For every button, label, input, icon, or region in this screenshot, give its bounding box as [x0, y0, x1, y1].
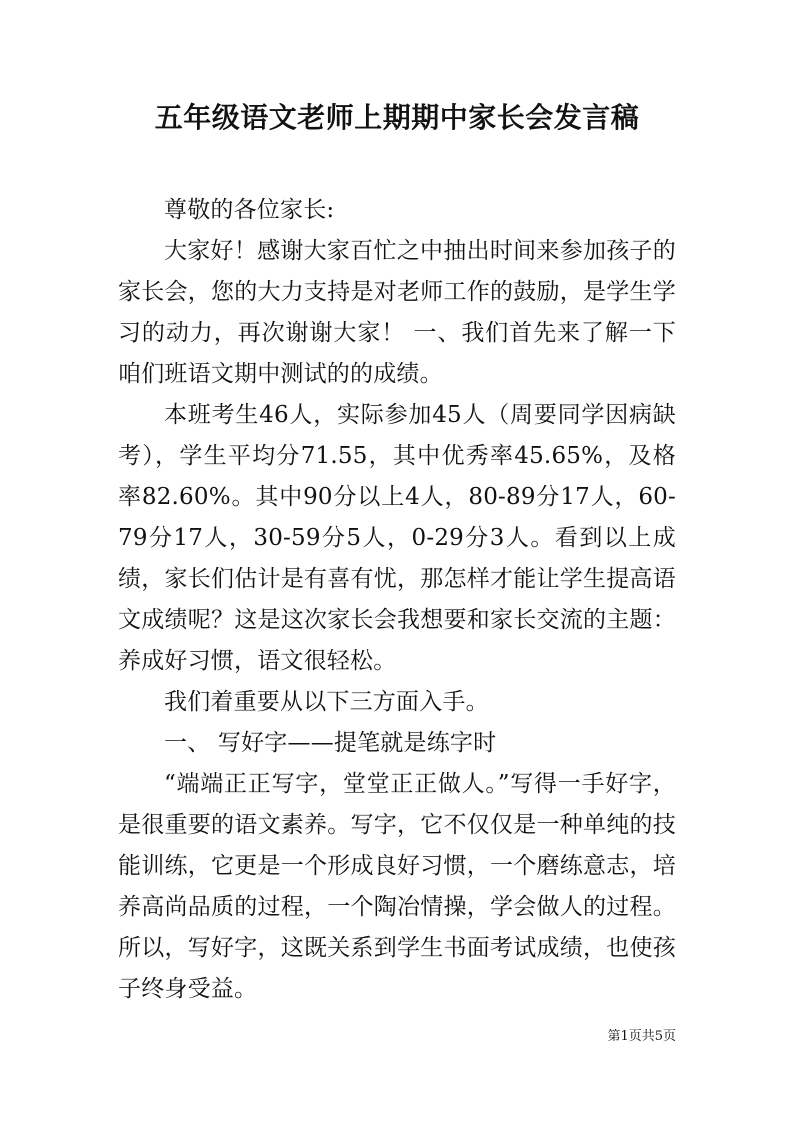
paragraph-greeting: 大家好！感谢大家百忙之中抽出时间来参加孩子的家长会，您的大力支持是对老师工作的鼓励，是学生学习的动力，再次谢谢大家！ 一、我们首先来了解一下咱们班语文期中测试的的成绩。: [118, 238, 676, 387]
page-number-footer: 第1页共5页: [607, 1029, 676, 1044]
paragraph-handwriting: “端端正正写字，堂堂正正做人。”写得一手好字，是很重要的语文素养。写字，它不仅仅是一种单纯的技能训练，它更是一个形成良好习惯，一个磨练意志，培养高尚品质的过程，一个陶冶情操，学会做人的过程。所以，写好字，这既关系到学生书面考试成绩，也使孩子终身受益。: [118, 771, 676, 1002]
document-body: [118, 190, 676, 1010]
section-heading-handwriting: 一、 写好字——提笔就是练字时: [164, 730, 497, 756]
paragraph-scores: 本班考生46人，实际参加45人（周要同学因病缺考），学生平均分71.55，其中优秀率45.65%，及格率82.60%。其中90分以上4人，80-89分17人，60-79分17人，30-59分5人，0-29分3人。看到以上成绩，家长们估计是有喜有忧，那怎样才能让学生提高语文成绩呢？这是这次家长会我想要和家长交流的主题：养成好习惯，语文很轻松。: [118, 402, 676, 674]
paragraph-salutation: 尊敬的各位家长:: [164, 197, 335, 223]
paragraph-focus: 我们着重要从以下三方面入手。: [164, 689, 489, 715]
document-title: 五年级语文老师上期期中家长会发言稿: [154, 101, 640, 134]
